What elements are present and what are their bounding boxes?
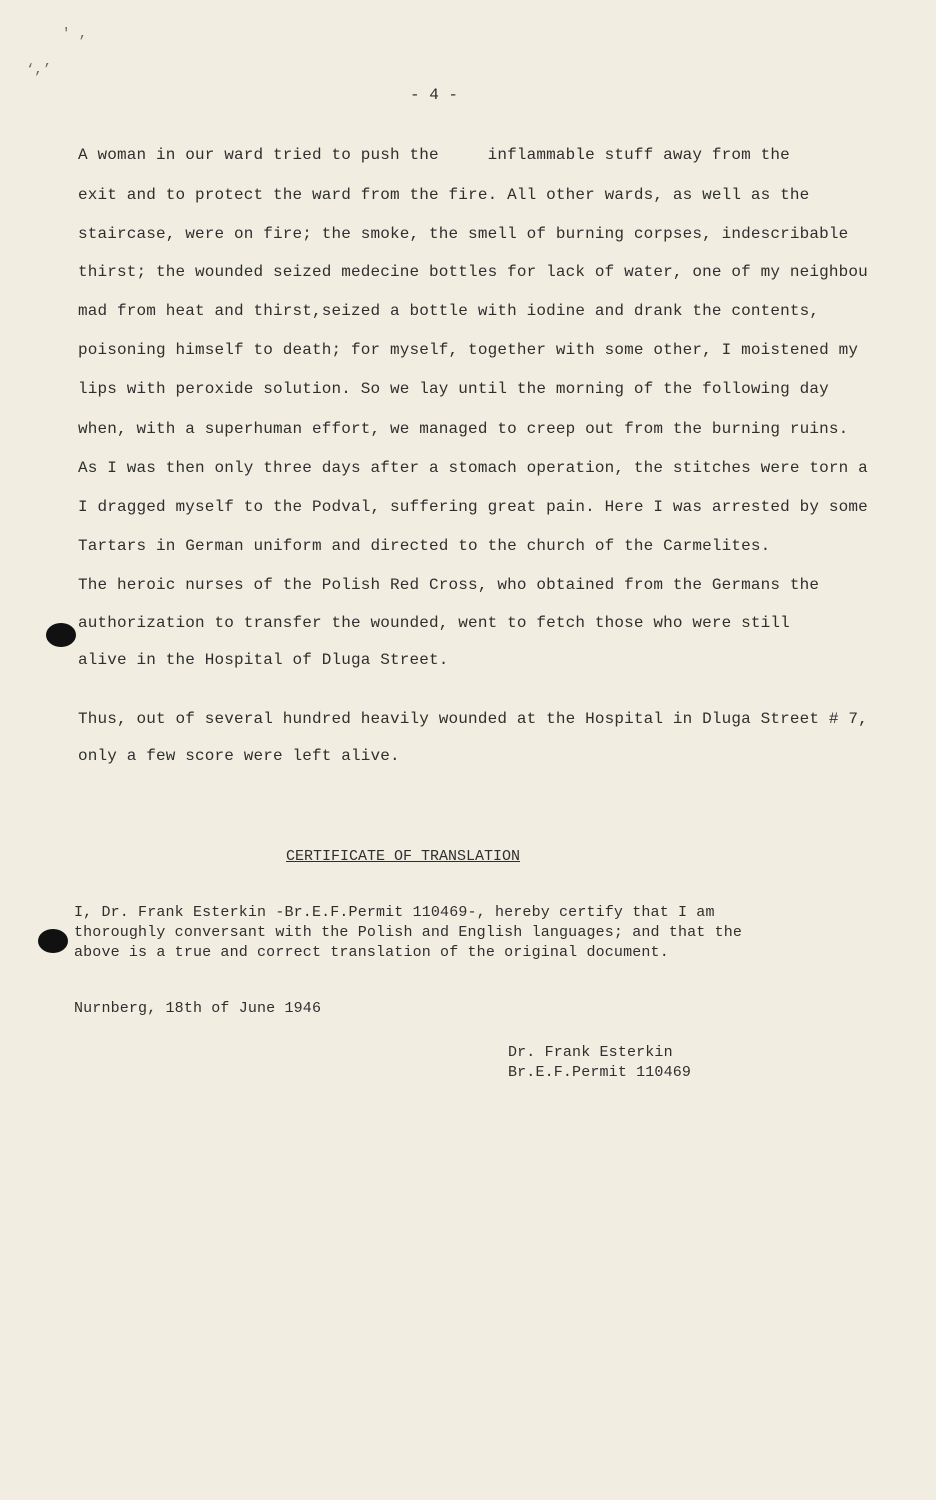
body-line: I dragged myself to the Podval, suffering great pain. Here I was arrested by some <box>78 498 868 516</box>
body-line: staircase, were on fire; the smoke, the smell of burning corpses, indescribable <box>78 225 849 243</box>
body-line: authorization to transfer the wounded, went to fetch those who were still <box>78 614 790 632</box>
certificate-title: CERTIFICATE OF TRANSLATION <box>286 848 521 865</box>
body-line: Tartars in German uniform and directed to the church of the Carmelites. <box>78 537 771 555</box>
body-line: thirst; the wounded seized medecine bottles for lack of water, one of my neighbou <box>78 263 868 281</box>
body-line: mad from heat and thirst,seized a bottle with iodine and drank the contents, <box>78 302 820 320</box>
page-number: - 4 - <box>410 86 459 104</box>
corner-mark-top: ' , <box>62 26 88 42</box>
body-line: lips with peroxide solution. So we lay until the morning of the following day <box>78 380 829 398</box>
body-line: poisoning himself to death; for myself, together with some other, I moistened my <box>78 341 859 359</box>
body-line: alive in the Hospital of Dluga Street. <box>78 651 449 669</box>
body-line: The heroic nurses of the Polish Red Cross, who obtained from the Germans the <box>78 576 820 594</box>
punch-hole-lower <box>38 929 68 953</box>
certificate-line: I, Dr. Frank Esterkin -Br.E.F.Permit 110469-, hereby certify that I am <box>74 904 715 921</box>
body-line: when, with a superhuman effort, we managed to creep out from the burning ruins. <box>78 420 849 438</box>
place-date: Nurnberg, 18th of June 1946 <box>74 1000 322 1017</box>
certificate-line: above is a true and correct translation of the original document. <box>74 944 669 961</box>
signature-permit: Br.E.F.Permit 110469 <box>508 1064 692 1081</box>
body-line: As I was then only three days after a stomach operation, the stitches were torn a <box>78 459 868 477</box>
corner-mark-left: ‘,’ <box>26 62 52 78</box>
signature-name: Dr. Frank Esterkin <box>508 1044 673 1061</box>
body-line: only a few score were left alive. <box>78 747 400 765</box>
body-line: exit and to protect the ward from the fire. All other wards, as well as the <box>78 186 810 204</box>
certificate-line: thoroughly conversant with the Polish and English languages; and that the <box>74 924 743 941</box>
body-line: A woman in our ward tried to push the inflammable stuff away from the <box>78 146 790 164</box>
body-line: Thus, out of several hundred heavily wounded at the Hospital in Dluga Street # 7, <box>78 710 868 728</box>
punch-hole-upper <box>46 623 76 647</box>
